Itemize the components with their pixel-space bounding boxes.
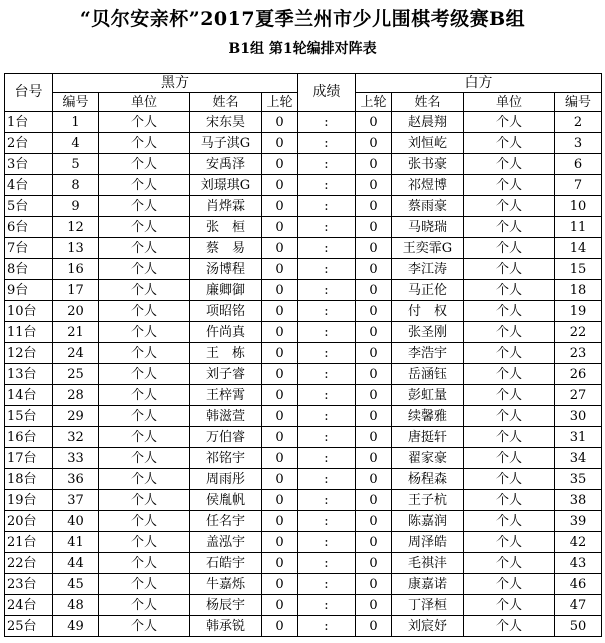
cell-score: : [298, 406, 356, 427]
cell-white-name: 彭虹量 [392, 385, 464, 406]
cell-black-name: 安禹泽 [190, 154, 262, 175]
cell-black-name: 刘璟琪G [190, 175, 262, 196]
cell-white-last-round: 0 [356, 553, 392, 574]
cell-score: : [298, 469, 356, 490]
cell-white-name: 康嘉诺 [392, 574, 464, 595]
cell-white-unit: 个人 [464, 322, 555, 343]
cell-black-last-round: 0 [262, 259, 298, 280]
cell-black-name: 韩承锐 [190, 616, 262, 637]
cell-white-number: 19 [555, 301, 602, 322]
cell-black-name: 王梓霄 [190, 385, 262, 406]
cell-white-unit: 个人 [464, 616, 555, 637]
cell-white-last-round: 0 [356, 385, 392, 406]
cell-black-unit: 个人 [99, 112, 190, 133]
cell-table-no: 16台 [5, 427, 53, 448]
cell-score: : [298, 490, 356, 511]
cell-table-no: 15台 [5, 406, 53, 427]
table-row [5, 406, 602, 427]
cell-white-name: 付 权 [392, 301, 464, 322]
cell-white-name: 马正伦 [392, 280, 464, 301]
header-black-unit: 单位 [99, 93, 190, 112]
cell-white-unit: 个人 [464, 595, 555, 616]
cell-white-last-round: 0 [356, 259, 392, 280]
cell-black-unit: 个人 [99, 343, 190, 364]
cell-black-name: 侯胤帆 [190, 490, 262, 511]
cell-table-no: 13台 [5, 364, 53, 385]
cell-score: : [298, 427, 356, 448]
cell-white-number: 30 [555, 406, 602, 427]
table-row [5, 511, 602, 532]
table-row [5, 322, 602, 343]
header-black-last-round: 上轮 [262, 93, 298, 112]
cell-black-unit: 个人 [99, 616, 190, 637]
cell-score: : [298, 133, 356, 154]
cell-black-name: 万伯睿 [190, 427, 262, 448]
cell-black-last-round: 0 [262, 385, 298, 406]
cell-white-name: 蔡雨豪 [392, 196, 464, 217]
cell-black-number: 4 [53, 133, 99, 154]
cell-white-unit: 个人 [464, 385, 555, 406]
cell-black-unit: 个人 [99, 238, 190, 259]
cell-black-last-round: 0 [262, 616, 298, 637]
cell-table-no: 3台 [5, 154, 53, 175]
cell-white-number: 27 [555, 385, 602, 406]
cell-black-number: 32 [53, 427, 99, 448]
cell-black-unit: 个人 [99, 385, 190, 406]
cell-black-last-round: 0 [262, 364, 298, 385]
cell-white-name: 张圣刚 [392, 322, 464, 343]
cell-table-no: 21台 [5, 532, 53, 553]
cell-score: : [298, 343, 356, 364]
cell-score: : [298, 112, 356, 133]
cell-black-number: 48 [53, 595, 99, 616]
cell-white-name: 祁煜博 [392, 175, 464, 196]
cell-white-number: 50 [555, 616, 602, 637]
cell-black-last-round: 0 [262, 322, 298, 343]
cell-black-unit: 个人 [99, 217, 190, 238]
cell-black-last-round: 0 [262, 427, 298, 448]
cell-black-name: 汤博程 [190, 259, 262, 280]
cell-black-last-round: 0 [262, 553, 298, 574]
cell-black-unit: 个人 [99, 553, 190, 574]
cell-table-no: 10台 [5, 301, 53, 322]
cell-black-name: 宋东昊 [190, 112, 262, 133]
cell-white-number: 22 [555, 322, 602, 343]
cell-white-last-round: 0 [356, 133, 392, 154]
header-white-last-round: 上轮 [356, 93, 392, 112]
cell-white-name: 王子杭 [392, 490, 464, 511]
cell-black-unit: 个人 [99, 196, 190, 217]
cell-white-number: 11 [555, 217, 602, 238]
cell-white-last-round: 0 [356, 154, 392, 175]
page-title: “贝尔安亲杯”2017夏季兰州市少儿围棋考级赛B组 [79, 8, 526, 30]
table-row [5, 343, 602, 364]
cell-white-number: 18 [555, 280, 602, 301]
cell-table-no: 1台 [5, 112, 53, 133]
cell-white-unit: 个人 [464, 511, 555, 532]
cell-black-number: 36 [53, 469, 99, 490]
cell-white-last-round: 0 [356, 616, 392, 637]
cell-white-name: 杨程森 [392, 469, 464, 490]
cell-black-last-round: 0 [262, 196, 298, 217]
cell-black-unit: 个人 [99, 364, 190, 385]
cell-score: : [298, 217, 356, 238]
cell-black-name: 盖泓宇 [190, 532, 262, 553]
cell-black-number: 40 [53, 511, 99, 532]
cell-black-name: 蔡 易 [190, 238, 262, 259]
cell-black-number: 9 [53, 196, 99, 217]
cell-white-unit: 个人 [464, 301, 555, 322]
cell-white-number: 23 [555, 343, 602, 364]
cell-black-name: 牛嘉烁 [190, 574, 262, 595]
table-row [5, 490, 602, 511]
cell-black-last-round: 0 [262, 217, 298, 238]
cell-white-number: 10 [555, 196, 602, 217]
cell-table-no: 11台 [5, 322, 53, 343]
cell-white-unit: 个人 [464, 175, 555, 196]
table-row [5, 301, 602, 322]
cell-white-number: 2 [555, 112, 602, 133]
table-row [5, 595, 602, 616]
cell-black-name: 周雨彤 [190, 469, 262, 490]
cell-white-name: 丁泽桓 [392, 595, 464, 616]
header-row-top [5, 74, 602, 93]
cell-black-last-round: 0 [262, 301, 298, 322]
table-row [5, 427, 602, 448]
cell-white-unit: 个人 [464, 280, 555, 301]
cell-score: : [298, 175, 356, 196]
cell-white-last-round: 0 [356, 427, 392, 448]
cell-black-last-round: 0 [262, 406, 298, 427]
cell-white-number: 3 [555, 133, 602, 154]
table-row [5, 616, 602, 637]
cell-black-number: 8 [53, 175, 99, 196]
cell-black-unit: 个人 [99, 448, 190, 469]
cell-white-unit: 个人 [464, 364, 555, 385]
cell-black-number: 41 [53, 532, 99, 553]
cell-table-no: 17台 [5, 448, 53, 469]
table-row [5, 175, 602, 196]
cell-white-last-round: 0 [356, 406, 392, 427]
cell-black-name: 肖烨霖 [190, 196, 262, 217]
cell-table-no: 20台 [5, 511, 53, 532]
cell-white-unit: 个人 [464, 448, 555, 469]
cell-black-number: 28 [53, 385, 99, 406]
table-row [5, 532, 602, 553]
cell-black-unit: 个人 [99, 490, 190, 511]
cell-white-number: 35 [555, 469, 602, 490]
cell-black-unit: 个人 [99, 133, 190, 154]
cell-white-unit: 个人 [464, 532, 555, 553]
cell-black-name: 仵尚真 [190, 322, 262, 343]
cell-black-number: 17 [53, 280, 99, 301]
cell-white-number: 6 [555, 154, 602, 175]
cell-score: : [298, 280, 356, 301]
cell-white-name: 马晓瑞 [392, 217, 464, 238]
cell-black-name: 祁铭宇 [190, 448, 262, 469]
cell-black-last-round: 0 [262, 448, 298, 469]
cell-black-name: 石皓宇 [190, 553, 262, 574]
table-row [5, 553, 602, 574]
cell-white-last-round: 0 [356, 595, 392, 616]
cell-black-last-round: 0 [262, 154, 298, 175]
cell-white-last-round: 0 [356, 301, 392, 322]
cell-table-no: 18台 [5, 469, 53, 490]
cell-white-last-round: 0 [356, 343, 392, 364]
table-row [5, 196, 602, 217]
cell-white-last-round: 0 [356, 469, 392, 490]
cell-black-name: 廉卿御 [190, 280, 262, 301]
table-row [5, 259, 602, 280]
cell-black-last-round: 0 [262, 469, 298, 490]
table-row [5, 574, 602, 595]
cell-white-last-round: 0 [356, 238, 392, 259]
cell-white-unit: 个人 [464, 196, 555, 217]
cell-black-number: 45 [53, 574, 99, 595]
cell-black-number: 21 [53, 322, 99, 343]
cell-black-number: 5 [53, 154, 99, 175]
header-black: 黑方 [53, 74, 298, 93]
cell-black-number: 1 [53, 112, 99, 133]
cell-black-name: 张 桓 [190, 217, 262, 238]
cell-table-no: 5台 [5, 196, 53, 217]
cell-black-last-round: 0 [262, 490, 298, 511]
cell-score: : [298, 511, 356, 532]
cell-white-number: 47 [555, 595, 602, 616]
page-subtitle: B1组 第1轮编排对阵表 [228, 41, 377, 57]
cell-black-unit: 个人 [99, 469, 190, 490]
cell-white-number: 42 [555, 532, 602, 553]
cell-white-unit: 个人 [464, 154, 555, 175]
cell-black-last-round: 0 [262, 133, 298, 154]
cell-white-unit: 个人 [464, 238, 555, 259]
cell-white-unit: 个人 [464, 133, 555, 154]
cell-score: : [298, 595, 356, 616]
cell-white-last-round: 0 [356, 490, 392, 511]
cell-table-no: 2台 [5, 133, 53, 154]
cell-white-number: 39 [555, 511, 602, 532]
cell-black-unit: 个人 [99, 511, 190, 532]
cell-table-no: 25台 [5, 616, 53, 637]
cell-black-number: 33 [53, 448, 99, 469]
cell-white-unit: 个人 [464, 469, 555, 490]
cell-black-unit: 个人 [99, 322, 190, 343]
cell-black-last-round: 0 [262, 343, 298, 364]
cell-white-name: 李浩宇 [392, 343, 464, 364]
cell-white-last-round: 0 [356, 511, 392, 532]
table-row [5, 112, 602, 133]
cell-table-no: 23台 [5, 574, 53, 595]
cell-white-name: 续馨雅 [392, 406, 464, 427]
table-row [5, 385, 602, 406]
cell-black-unit: 个人 [99, 259, 190, 280]
cell-black-number: 20 [53, 301, 99, 322]
table-row [5, 133, 602, 154]
cell-black-name: 任名宇 [190, 511, 262, 532]
header-score: 成绩 [298, 74, 356, 112]
cell-white-last-round: 0 [356, 175, 392, 196]
cell-white-last-round: 0 [356, 112, 392, 133]
cell-white-name: 翟家豪 [392, 448, 464, 469]
table-row [5, 364, 602, 385]
cell-black-name: 王 栋 [190, 343, 262, 364]
cell-black-number: 37 [53, 490, 99, 511]
pairing-table [4, 73, 602, 637]
cell-white-name: 赵晨翔 [392, 112, 464, 133]
header-white-number: 编号 [555, 93, 602, 112]
cell-white-name: 李江涛 [392, 259, 464, 280]
cell-black-last-round: 0 [262, 238, 298, 259]
cell-white-last-round: 0 [356, 574, 392, 595]
cell-table-no: 19台 [5, 490, 53, 511]
header-white-name: 姓名 [392, 93, 464, 112]
cell-white-last-round: 0 [356, 196, 392, 217]
cell-white-number: 38 [555, 490, 602, 511]
cell-white-unit: 个人 [464, 490, 555, 511]
cell-black-unit: 个人 [99, 175, 190, 196]
cell-black-last-round: 0 [262, 175, 298, 196]
header-black-number: 编号 [53, 93, 99, 112]
cell-score: : [298, 322, 356, 343]
cell-white-last-round: 0 [356, 364, 392, 385]
cell-black-unit: 个人 [99, 280, 190, 301]
cell-black-name: 韩滋萱 [190, 406, 262, 427]
cell-white-number: 43 [555, 553, 602, 574]
cell-black-unit: 个人 [99, 427, 190, 448]
cell-black-number: 13 [53, 238, 99, 259]
cell-black-last-round: 0 [262, 595, 298, 616]
cell-white-number: 15 [555, 259, 602, 280]
header-table-no: 台号 [5, 74, 53, 112]
cell-black-number: 24 [53, 343, 99, 364]
cell-black-name: 项昭铭 [190, 301, 262, 322]
cell-score: : [298, 196, 356, 217]
cell-white-name: 刘宸妤 [392, 616, 464, 637]
table-row [5, 469, 602, 490]
cell-white-last-round: 0 [356, 217, 392, 238]
cell-score: : [298, 154, 356, 175]
cell-white-name: 唐挺轩 [392, 427, 464, 448]
cell-white-unit: 个人 [464, 553, 555, 574]
cell-white-number: 14 [555, 238, 602, 259]
cell-score: : [298, 259, 356, 280]
table-row [5, 217, 602, 238]
cell-table-no: 24台 [5, 595, 53, 616]
cell-white-name: 岳涵钰 [392, 364, 464, 385]
cell-black-number: 29 [53, 406, 99, 427]
cell-white-unit: 个人 [464, 406, 555, 427]
cell-score: : [298, 301, 356, 322]
cell-black-unit: 个人 [99, 301, 190, 322]
cell-black-number: 16 [53, 259, 99, 280]
cell-white-unit: 个人 [464, 343, 555, 364]
cell-black-last-round: 0 [262, 112, 298, 133]
cell-black-name: 刘子睿 [190, 364, 262, 385]
cell-black-name: 马子淇G [190, 133, 262, 154]
cell-white-name: 毛祺沣 [392, 553, 464, 574]
cell-white-last-round: 0 [356, 280, 392, 301]
cell-black-unit: 个人 [99, 406, 190, 427]
cell-white-last-round: 0 [356, 532, 392, 553]
cell-white-unit: 个人 [464, 259, 555, 280]
cell-score: : [298, 616, 356, 637]
cell-black-number: 12 [53, 217, 99, 238]
cell-score: : [298, 553, 356, 574]
cell-white-number: 31 [555, 427, 602, 448]
cell-white-number: 26 [555, 364, 602, 385]
cell-black-unit: 个人 [99, 154, 190, 175]
header-white: 白方 [356, 74, 602, 93]
header-black-name: 姓名 [190, 93, 262, 112]
cell-white-name: 刘恒屹 [392, 133, 464, 154]
cell-white-last-round: 0 [356, 322, 392, 343]
cell-score: : [298, 532, 356, 553]
cell-black-last-round: 0 [262, 511, 298, 532]
cell-black-last-round: 0 [262, 280, 298, 301]
cell-table-no: 12台 [5, 343, 53, 364]
cell-white-name: 陈嘉润 [392, 511, 464, 532]
cell-table-no: 7台 [5, 238, 53, 259]
table-row [5, 448, 602, 469]
cell-black-number: 49 [53, 616, 99, 637]
cell-table-no: 14台 [5, 385, 53, 406]
cell-score: : [298, 385, 356, 406]
cell-white-name: 王奕霏G [392, 238, 464, 259]
cell-white-unit: 个人 [464, 574, 555, 595]
cell-white-name: 周泽皓 [392, 532, 464, 553]
cell-score: : [298, 574, 356, 595]
table-row [5, 280, 602, 301]
table-row [5, 154, 602, 175]
cell-white-name: 张书豪 [392, 154, 464, 175]
cell-white-number: 46 [555, 574, 602, 595]
cell-black-unit: 个人 [99, 595, 190, 616]
cell-black-unit: 个人 [99, 532, 190, 553]
cell-table-no: 4台 [5, 175, 53, 196]
cell-black-number: 44 [53, 553, 99, 574]
cell-white-unit: 个人 [464, 112, 555, 133]
cell-black-name: 杨辰宇 [190, 595, 262, 616]
cell-white-unit: 个人 [464, 427, 555, 448]
cell-score: : [298, 238, 356, 259]
cell-black-unit: 个人 [99, 574, 190, 595]
cell-white-number: 34 [555, 448, 602, 469]
cell-score: : [298, 448, 356, 469]
cell-black-number: 25 [53, 364, 99, 385]
cell-table-no: 8台 [5, 259, 53, 280]
cell-white-number: 7 [555, 175, 602, 196]
cell-table-no: 6台 [5, 217, 53, 238]
cell-table-no: 9台 [5, 280, 53, 301]
cell-black-last-round: 0 [262, 532, 298, 553]
cell-white-unit: 个人 [464, 217, 555, 238]
table-row [5, 238, 602, 259]
cell-score: : [298, 364, 356, 385]
cell-table-no: 22台 [5, 553, 53, 574]
header-white-unit: 单位 [464, 93, 555, 112]
cell-white-last-round: 0 [356, 448, 392, 469]
cell-black-last-round: 0 [262, 574, 298, 595]
